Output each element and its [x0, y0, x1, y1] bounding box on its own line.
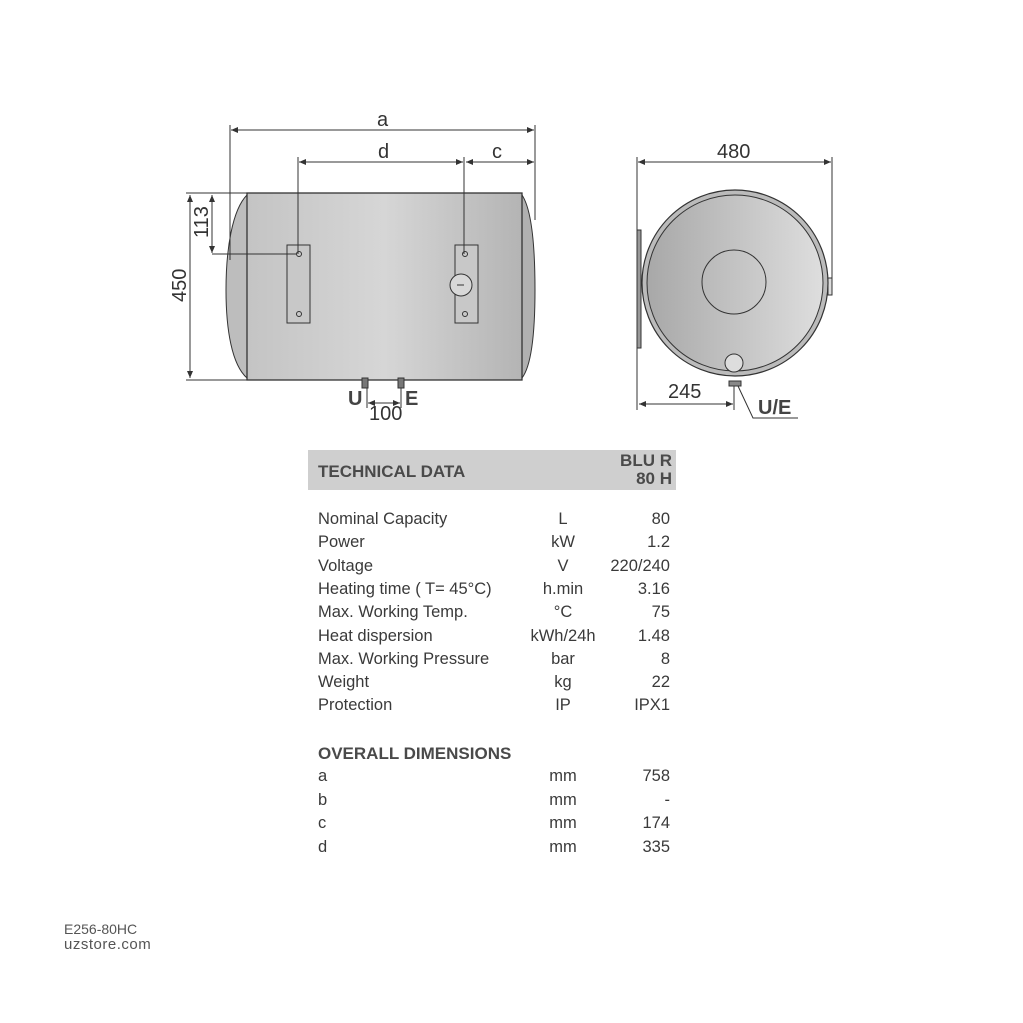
dim-d-label: d [378, 141, 390, 163]
spec-value: 335 [642, 837, 670, 856]
spec-unit: kg [554, 673, 572, 692]
dim-c-label: c [492, 141, 502, 163]
spec-unit: °C [553, 603, 573, 622]
spec-label: b [318, 790, 328, 809]
spec-label: a [318, 767, 328, 785]
spec-unit: mm [549, 814, 577, 832]
spec-unit: bar [551, 649, 575, 668]
spec-label: Max. Working Pressure [318, 649, 490, 668]
spec-unit: mm [549, 790, 577, 809]
spec-label: d [318, 837, 328, 856]
dim-480-label: 480 [717, 141, 751, 163]
technical-data-header [308, 450, 676, 490]
model-line-2: 80 H [636, 469, 672, 488]
ue-label: U/E [758, 397, 792, 419]
spec-row [318, 814, 670, 836]
spec-row [318, 627, 670, 649]
spec-value: 75 [651, 603, 670, 622]
overall-dimensions-title: OVERALL DIMENSIONS [318, 744, 512, 763]
spec-value: IPX1 [634, 696, 670, 715]
spec-value: 8 [660, 649, 670, 668]
spec-unit: kW [551, 533, 575, 552]
spec-value: 22 [651, 673, 670, 692]
spec-value: 174 [642, 814, 670, 832]
spec-unit: kWh/24h [530, 626, 596, 645]
spec-value: 3.16 [637, 579, 670, 598]
spec-value: 758 [642, 767, 670, 785]
technical-data-title: TECHNICAL DATA [318, 462, 466, 481]
spec-value: 80 [651, 510, 670, 528]
spec-unit: IP [555, 696, 571, 715]
spec-label: Heating time ( T= 45°C) [318, 579, 492, 598]
spec-label: Heat dispersion [318, 626, 433, 645]
model-line-1: BLU R [620, 451, 672, 470]
spec-label: c [318, 814, 327, 832]
dim-113-label: 113 [191, 206, 213, 238]
spec-row [318, 673, 670, 695]
spec-row [318, 580, 670, 602]
spec-label: Power [318, 533, 365, 552]
store-website: uzstore.com [64, 936, 152, 953]
spec-row [318, 696, 670, 718]
dim-100-label: 100 [369, 403, 403, 425]
spec-row [318, 510, 670, 532]
spec-unit: V [557, 556, 569, 575]
spec-label: Voltage [318, 556, 374, 575]
spec-row [318, 650, 670, 672]
spec-label: Protection [318, 696, 393, 715]
dim-450-label: 450 [169, 268, 191, 302]
spec-row [318, 533, 670, 555]
outlet-e-label: E [405, 388, 419, 410]
spec-value: 1.48 [637, 626, 670, 645]
product-code: E256-80HC [64, 921, 138, 937]
front-view [186, 125, 535, 408]
spec-value: 220/240 [610, 556, 670, 575]
spec-row [318, 767, 670, 789]
side-view [637, 157, 832, 418]
spec-row [318, 791, 670, 813]
water-heater-diagram [0, 0, 1023, 440]
spec-label: Weight [318, 673, 370, 692]
spec-unit: L [558, 510, 568, 528]
spec-label: Nominal Capacity [318, 510, 448, 528]
spec-row [318, 557, 670, 579]
spec-label: Max. Working Temp. [318, 603, 468, 622]
spec-row [318, 838, 670, 860]
inlet-u-label: U [348, 388, 363, 410]
spec-value: - [664, 790, 670, 809]
spec-row [318, 603, 670, 625]
spec-unit: h.min [542, 579, 584, 598]
dim-245-label: 245 [668, 381, 702, 403]
spec-value: 1.2 [647, 533, 670, 552]
spec-unit: mm [549, 837, 577, 856]
model-name [620, 452, 672, 488]
dim-a-label: a [377, 109, 389, 131]
spec-unit: mm [549, 767, 577, 785]
